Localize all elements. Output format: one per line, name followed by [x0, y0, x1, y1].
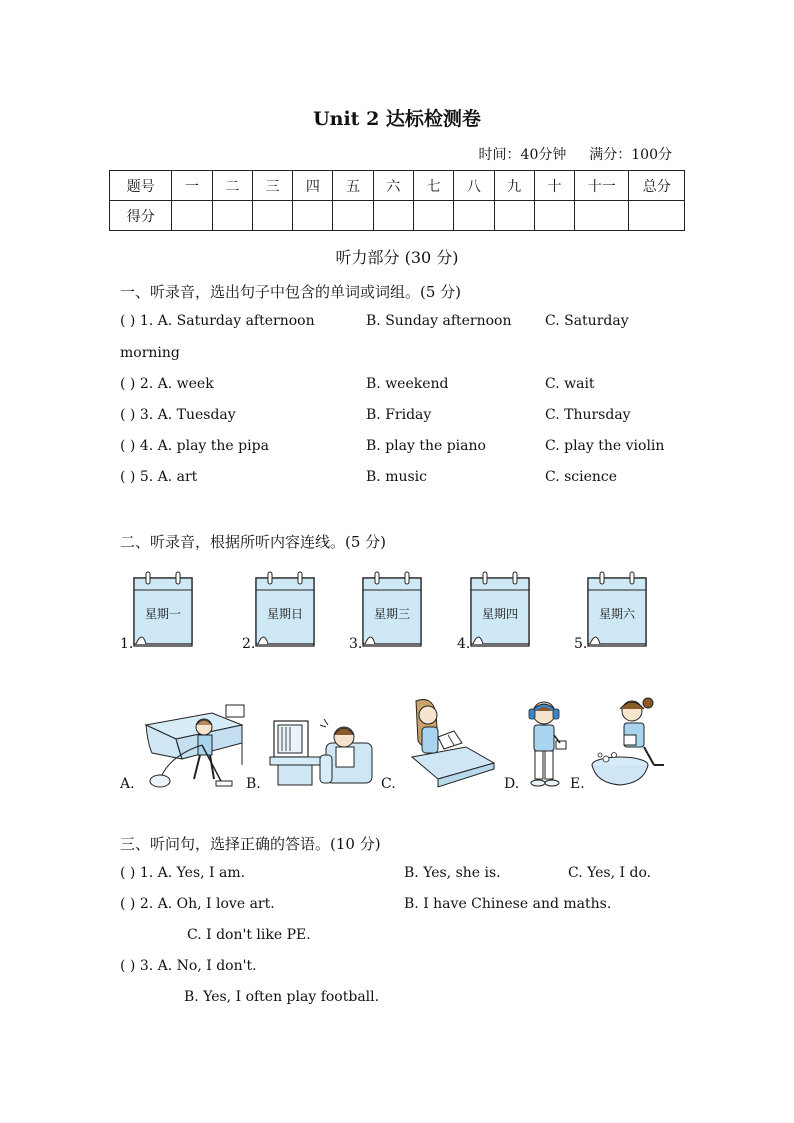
boy-listening-music-icon[interactable] [518, 695, 578, 791]
calendar-item-3[interactable] [349, 570, 421, 650]
score-cell[interactable] [454, 201, 494, 231]
score-table-row-score [110, 201, 685, 231]
score-header-cell: 七 [414, 171, 454, 201]
exam-meta [479, 144, 672, 164]
calendar-item-5[interactable] [574, 570, 646, 650]
score-cell[interactable] [252, 201, 292, 231]
picture-label-d: D. [504, 776, 520, 792]
part1-q4-c[interactable]: C. play the violin [545, 438, 665, 454]
calendar-day-text: 星期三 [373, 607, 411, 621]
part1-q3-a[interactable]: ( ) 3. A. Tuesday [120, 407, 236, 423]
part1-q2-c[interactable]: C. wait [545, 376, 595, 392]
exam-time: 时间：40分钟 [478, 147, 567, 163]
calendar-icon [469, 570, 531, 648]
part1-q1-b[interactable]: B. Sunday afternoon [366, 313, 512, 329]
part3-q3-b[interactable]: B. Yes, I often play football. [184, 989, 380, 1005]
part3-q2-c[interactable]: C. I don't like PE. [187, 927, 311, 943]
score-header-cell: 十一 [575, 171, 629, 201]
score-header-cell: 二 [212, 171, 252, 201]
calendar-day-text: 星期四 [481, 607, 519, 621]
page-title: Unit 2 达标检测卷 [313, 108, 481, 130]
score-cell[interactable] [373, 201, 413, 231]
part1-q1-c-cont: morning [120, 345, 180, 361]
picture-label-a: A. [120, 776, 135, 792]
calendar-number: 5. [574, 636, 588, 652]
calendar-day-text: 星期一 [144, 607, 182, 621]
picture-label-c: C. [381, 776, 396, 792]
part3-heading: 三、听问句，选择正确的答语。(10 分) [120, 835, 381, 853]
calendar-number: 1. [120, 636, 134, 652]
girl-washing-clothes-icon[interactable] [588, 695, 672, 791]
calendar-icon [132, 570, 194, 648]
score-header-cell: 十 [534, 171, 574, 201]
part1-q5-b[interactable]: B. music [366, 469, 427, 485]
part3-q2-a[interactable]: ( ) 2. A. Oh, I love art. [120, 896, 275, 912]
girl-reading-book-icon[interactable] [402, 695, 498, 791]
score-header-cell: 总分 [629, 171, 685, 201]
score-cell[interactable] [534, 201, 574, 231]
picture-label-b: B. [246, 776, 261, 792]
score-header-cell: 八 [454, 171, 494, 201]
calendar-icon [586, 570, 648, 648]
score-table-row-header [110, 171, 685, 201]
calendar-item-2[interactable] [242, 570, 314, 650]
part1-q2-b[interactable]: B. weekend [366, 376, 449, 392]
score-header-cell: 三 [252, 171, 292, 201]
picture-label-e: E. [570, 776, 585, 792]
calendar-icon [361, 570, 423, 648]
part1-q4-a[interactable]: ( ) 4. A. play the pipa [120, 438, 269, 454]
listening-section-title: 听力部分 (30 分) [335, 248, 459, 267]
calendar-number: 3. [349, 636, 363, 652]
part1-q5-c[interactable]: C. science [545, 469, 618, 485]
score-header-cell: 题号 [110, 171, 172, 201]
part3-q1-c[interactable]: C. Yes, I do. [568, 865, 652, 881]
score-cell[interactable] [414, 201, 454, 231]
score-table [109, 170, 685, 231]
part1-q4-b[interactable]: B. play the piano [366, 438, 486, 454]
calendar-day-text: 星期六 [598, 607, 636, 621]
part1-q5-a[interactable]: ( ) 5. A. art [120, 469, 198, 485]
exam-full-score: 满分：100分 [589, 147, 672, 163]
part1-q3-c[interactable]: C. Thursday [545, 407, 631, 423]
part1-q1-c[interactable]: C. Saturday [545, 313, 629, 329]
part1-q3-b[interactable]: B. Friday [366, 407, 432, 423]
part3-q1-b[interactable]: B. Yes, she is. [404, 865, 501, 881]
part1-q1-a[interactable]: ( ) 1. A. Saturday afternoon [120, 313, 315, 329]
calendar-number: 4. [457, 636, 471, 652]
calendar-day-text: 星期日 [266, 607, 304, 621]
score-header-cell: 四 [293, 171, 333, 201]
calendar-item-1[interactable] [120, 570, 192, 650]
part3-q2-b[interactable]: B. I have Chinese and maths. [404, 896, 612, 912]
part1-heading: 一、听录音，选出句子中包含的单词或词组。(5 分) [120, 283, 462, 301]
score-header-cell: 九 [494, 171, 534, 201]
score-cell[interactable] [575, 201, 629, 231]
score-header-cell: 五 [333, 171, 373, 201]
calendar-icon [254, 570, 316, 648]
calendar-item-4[interactable] [457, 570, 529, 650]
score-cell[interactable] [494, 201, 534, 231]
score-header-cell: 一 [172, 171, 212, 201]
score-cell[interactable] [629, 201, 685, 231]
child-watching-tv-icon[interactable] [266, 695, 378, 791]
part1-q2-a[interactable]: ( ) 2. A. week [120, 376, 214, 392]
score-row-label: 得分 [110, 201, 172, 231]
score-cell[interactable] [172, 201, 212, 231]
score-cell[interactable] [212, 201, 252, 231]
score-header-cell: 六 [373, 171, 413, 201]
part3-q1-a[interactable]: ( ) 1. A. Yes, I am. [120, 865, 246, 881]
part2-heading: 二、听录音，根据所听内容连线。(5 分) [120, 533, 387, 551]
score-cell[interactable] [333, 201, 373, 231]
part3-q3-a[interactable]: ( ) 3. A. No, I don't. [120, 958, 257, 974]
boy-vacuuming-icon[interactable] [142, 695, 246, 791]
score-cell[interactable] [293, 201, 333, 231]
calendar-number: 2. [242, 636, 256, 652]
